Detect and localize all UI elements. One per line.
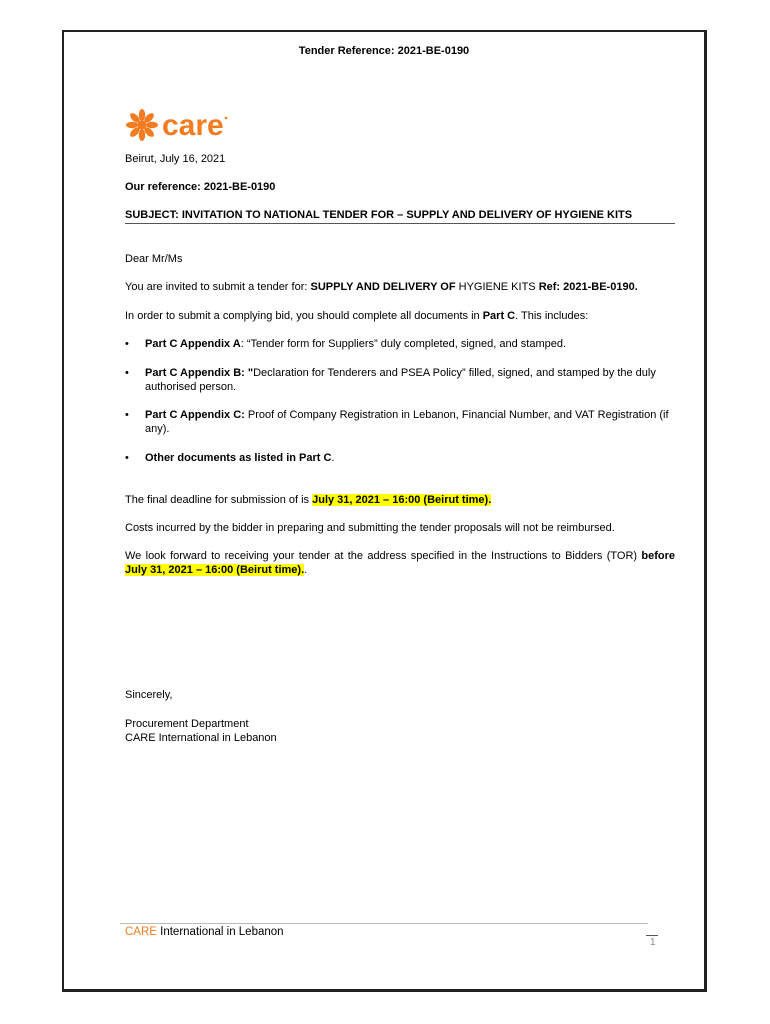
bullet-bold: Part C Appendix A	[145, 338, 241, 350]
invitation-paragraph	[125, 280, 638, 294]
salutation: Dear Mr/Ms	[125, 253, 183, 265]
date-line: Beirut, July 16, 2021	[125, 153, 226, 165]
invite-prefix: You are invited to submit a tender for:	[125, 281, 311, 293]
invite-bold-1: SUPPLY AND DELIVERY OF	[310, 281, 456, 293]
page-number: 1	[650, 937, 656, 948]
closing: Sincerely,	[125, 689, 173, 701]
forward-prefix: We look forward to receiving your tender at the address specified in the Instructions to Bidders (TOR)	[125, 550, 642, 562]
forward-paragraph	[125, 549, 675, 577]
costs-paragraph: Costs incurred by the bidder in preparing and submitting the tender proposals will not be reimbursed.	[125, 522, 615, 534]
forward-bold: before	[641, 550, 675, 562]
bullet-text: : “Tender form for Suppliers” duly completed, signed, and stamped.	[240, 338, 567, 350]
complete-bold: Part C	[482, 310, 516, 322]
footer-care: CARE	[125, 926, 157, 938]
bullet-item	[125, 451, 675, 465]
document-page	[62, 30, 707, 992]
complete-paragraph	[125, 309, 588, 323]
deadline-paragraph	[125, 493, 491, 507]
bullet-text: Proof of Company Registration in Lebanon, Financial Number, and VAT Registration (if any).	[145, 409, 669, 435]
bullet-dot-icon: •	[125, 452, 129, 464]
signature-department: Procurement Department	[125, 718, 249, 730]
footer-divider	[120, 923, 648, 924]
signature-organization: CARE International in Lebanon	[125, 732, 277, 744]
bullet-dot-icon: •	[125, 367, 129, 379]
invite-mid: HYGIENE KITS	[455, 281, 539, 293]
bullet-item	[125, 337, 675, 351]
bullet-bold: Part C Appendix C:	[145, 409, 245, 421]
bullet-text: Declaration for Tenderers and PSEA Policy” filled, signed, and stamped by the duly authorised person.	[145, 367, 656, 393]
tender-reference-header: Tender Reference: 2021-BE-0190	[298, 45, 470, 57]
logo-text: care	[162, 109, 224, 142]
our-reference: Our reference: 2021-BE-0190	[125, 181, 276, 193]
bullet-item	[125, 366, 675, 394]
footer-organization	[125, 926, 284, 938]
complete-prefix: In order to submit a complying bid, you should complete all documents in	[125, 310, 483, 322]
forward-highlight: July 31, 2021 – 16:00 (Beirut time).	[125, 564, 305, 576]
bullet-item	[125, 408, 675, 436]
bullet-text: .	[331, 452, 335, 464]
bullet-bold: Other documents as listed in Part C	[145, 452, 332, 464]
deadline-highlight: July 31, 2021 – 16:00 (Beirut time).	[312, 494, 492, 506]
bullet-bold: Part C Appendix B: "	[145, 367, 254, 379]
page-number-divider	[646, 935, 658, 936]
deadline-prefix: The final deadline for submission of is	[125, 494, 313, 506]
subject-line: SUBJECT: INVITATION TO NATIONAL TENDER FOR – SUPPLY AND DELIVERY OF HYGIENE KITS	[125, 208, 675, 224]
complete-suffix: . This includes:	[515, 310, 589, 322]
footer-rest: International in Lebanon	[156, 926, 284, 938]
bullet-dot-icon: •	[125, 338, 129, 350]
care-logo	[124, 104, 234, 146]
invite-bold-2: Ref: 2021-BE-0190.	[538, 281, 638, 293]
bullet-dot-icon: •	[125, 409, 129, 421]
forward-suffix: .	[304, 564, 308, 576]
